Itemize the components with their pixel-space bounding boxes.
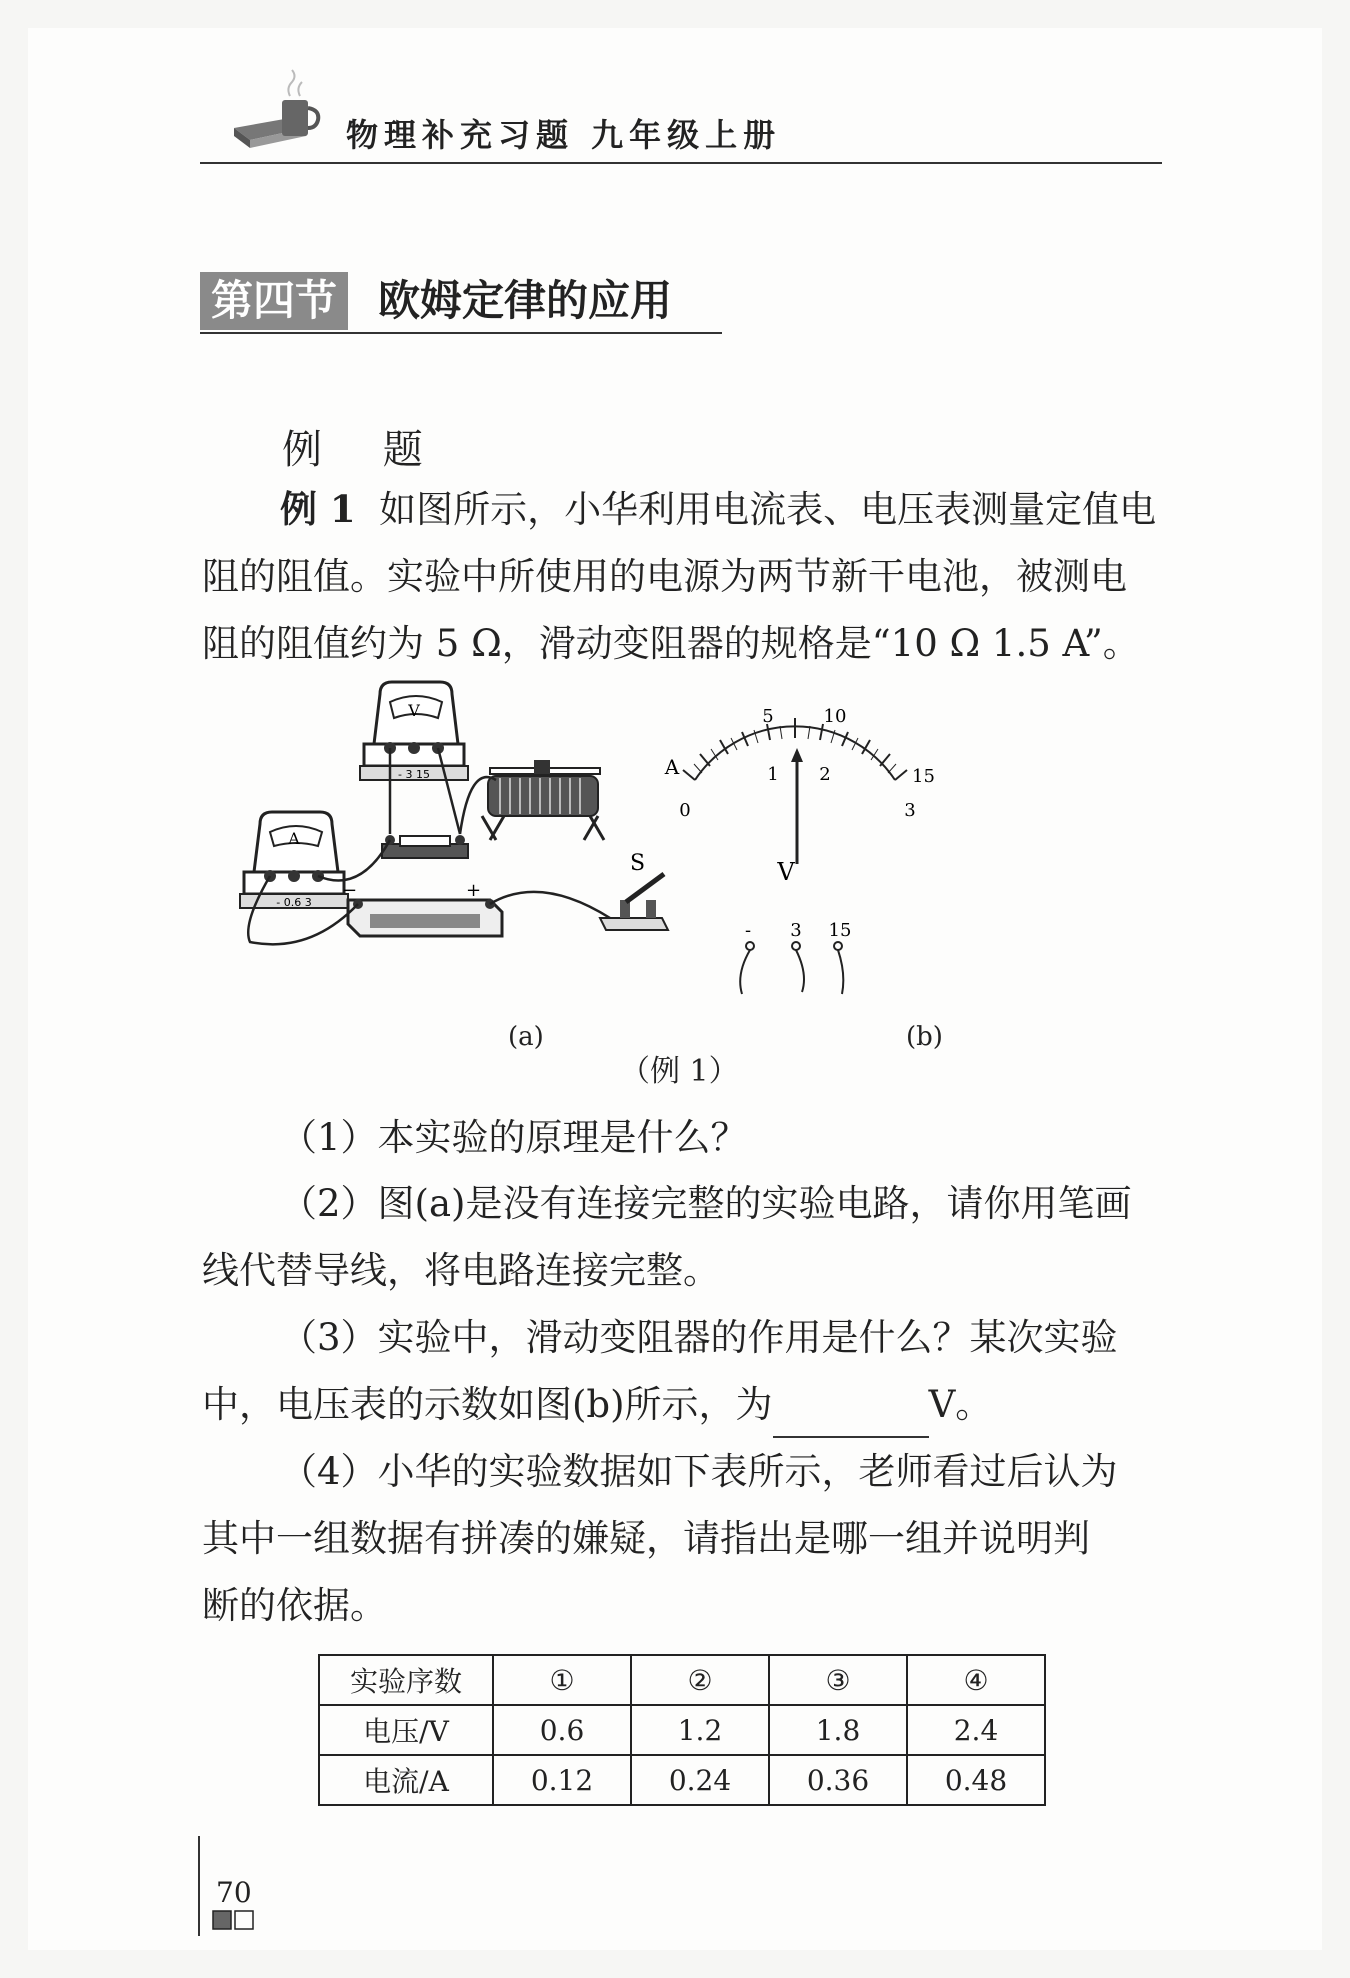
dial-top-label-10: 10 (823, 706, 847, 727)
table-cell: 0.24 (631, 1755, 769, 1805)
figure-b-label: (b) (906, 1022, 943, 1052)
question-2 (202, 1170, 1162, 1304)
figure-a-label: (a) (508, 1022, 544, 1052)
question-3-line1: （3）实验中，滑动变阻器的作用是什么？某次实验 (280, 1316, 1118, 1359)
table-row (319, 1705, 1045, 1755)
table-header-cell: ② (631, 1655, 769, 1705)
section-number: 第四节 (200, 272, 348, 330)
table-header-cell: ③ (769, 1655, 907, 1705)
battery-plus-label: + (466, 880, 482, 901)
dial-unit-label: V (777, 858, 795, 886)
ammeter-face-label: A (288, 829, 300, 848)
dial-pointer-label: A (664, 755, 680, 779)
question-3 (202, 1304, 1162, 1438)
table-cell: 0.6 (493, 1705, 631, 1755)
figure-caption: （例 1） (620, 1054, 739, 1089)
table-cell: 电压/V (319, 1705, 493, 1755)
battery-box (348, 899, 502, 936)
table-row (319, 1755, 1045, 1805)
dial-bottom-label-1: 1 (767, 764, 779, 785)
question-4-line2: 其中一组数据有拼凑的嫌疑，请指出是哪一组并说明判 (202, 1517, 1090, 1560)
dial-bottom-label-3: 3 (904, 800, 916, 821)
dial-terminal-minus: - (744, 920, 752, 941)
table-header-cell: ① (493, 1655, 631, 1705)
dial-terminal-15: 15 (828, 920, 852, 941)
switch-label: S (630, 851, 646, 876)
example1-line3: 阻的阻值约为 5 Ω，滑动变阻器的规格是“10 Ω 1.5 A”。 (202, 622, 1140, 665)
margin-rule (198, 1836, 200, 1936)
rheostat (482, 760, 604, 840)
question-1-text: （1）本实验的原理是什么？ (280, 1116, 748, 1159)
running-header (200, 70, 1162, 164)
dial-terminal-3: 3 (790, 920, 802, 941)
figure-example1 (276, 674, 1090, 1094)
example1-line1: 如图所示，小华利用电流表、电压表测量定值电 (379, 488, 1157, 531)
question-2-line1: （2）图(a)是没有连接完整的实验电路，请你用笔画 (280, 1182, 1132, 1225)
data-table (318, 1654, 1046, 1806)
table-cell: 2.4 (907, 1705, 1045, 1755)
voltmeter-illustration (360, 682, 468, 780)
voltmeter-terminal-labels: - 3 15 (398, 768, 430, 781)
table-cell: 1.2 (631, 1705, 769, 1755)
question-4-line1: （4）小华的实验数据如下表所示，老师看过后认为 (280, 1450, 1118, 1493)
section-name: 欧姆定律的应用 (378, 276, 673, 325)
fixed-resistor (382, 835, 468, 858)
table-header-cell: 实验序数 (319, 1655, 493, 1705)
question-3-line2: 中，电压表的示数如图(b)所示，为 (202, 1383, 773, 1426)
circuit-diagram (276, 674, 1090, 1094)
header-title: 物理补充习题 九年级上册 (346, 116, 782, 154)
table-cell: 1.8 (769, 1705, 907, 1755)
voltmeter-dial (683, 718, 907, 994)
table-cell: 0.12 (493, 1755, 631, 1805)
table-header-cell: ④ (907, 1655, 1045, 1705)
voltmeter-face-label: V (408, 701, 420, 720)
page-number: 70 (216, 1876, 252, 1909)
section-heading (200, 272, 722, 334)
table-cell: 0.36 (769, 1755, 907, 1805)
question-2-line2: 线代替导线，将电路连接完整。 (202, 1249, 720, 1292)
ammeter-terminal-labels: - 0.6 3 (276, 896, 312, 909)
dial-bottom-label-2: 2 (819, 764, 831, 785)
page-marker-icon (212, 1910, 256, 1930)
book-and-cup-icon (220, 70, 330, 160)
question-4 (202, 1438, 1162, 1639)
dial-bottom-label-0: 0 (679, 800, 691, 821)
switch (600, 874, 668, 930)
dial-top-label-15: 15 (912, 766, 935, 787)
question-1 (202, 1104, 1162, 1171)
answer-blank[interactable] (773, 1400, 929, 1438)
question-4-line3: 断的依据。 (202, 1584, 387, 1627)
battery-minus-label: − (342, 880, 358, 901)
example-heading: 例 题 (282, 427, 447, 473)
example1-line2: 阻的阻值。实验中所使用的电源为两节新干电池，被测电 (202, 555, 1127, 598)
example1-text (202, 476, 1162, 677)
example1-label: 例 1 (280, 487, 356, 531)
table-header-row (319, 1655, 1045, 1705)
question-3-unit: V。 (928, 1383, 993, 1426)
dial-top-label-5: 5 (762, 706, 774, 727)
table-cell: 电流/A (319, 1755, 493, 1805)
table-cell: 0.48 (907, 1755, 1045, 1805)
